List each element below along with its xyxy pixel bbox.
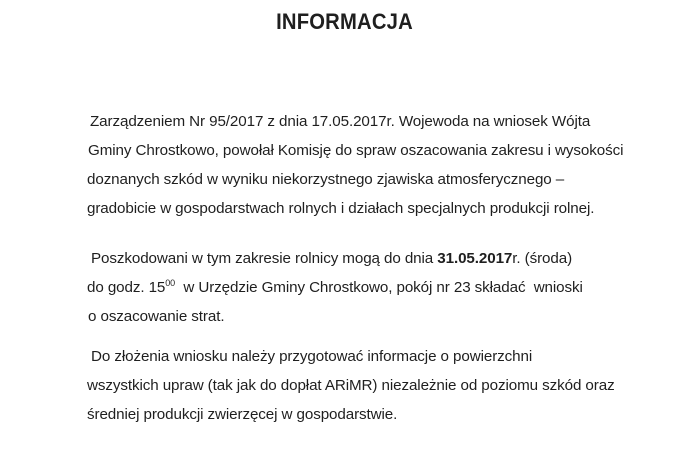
- line-text: w Urzędzie Gminy Chrostkowo, pokój nr 23 składać wnioski: [175, 279, 583, 296]
- paragraph-line: Gminy Chrostkowo, powołał Komisję do spraw oszacowania zakresu i wysokości: [88, 142, 624, 159]
- paragraph-line: gradobicie w gospodarstwach rolnych i działach specjalnych produkcji rolnej.: [87, 200, 595, 217]
- paragraph-line: o oszacowanie strat.: [88, 308, 225, 325]
- time-minutes: 00: [165, 277, 176, 288]
- paragraph-deadline: [87, 244, 583, 331]
- paragraph-line: [87, 273, 583, 302]
- line-text: Poszkodowani w tym zakresie rolnicy mogą do dnia: [91, 250, 438, 267]
- paragraph-line: doznanych szkód w wyniku niekorzystnego zjawiska atmosferycznego –: [87, 171, 565, 188]
- paragraph-line: średniej produkcji zwierzęcej w gospodarstwie.: [87, 406, 398, 423]
- document-title: INFORMACJA: [276, 9, 413, 34]
- line-text: do godz. 15: [87, 279, 166, 296]
- paragraph-line: [91, 244, 583, 273]
- deadline-date: 31.05.2017: [437, 250, 513, 267]
- paragraph-line: wszystkich upraw (tak jak do dopłat ARiMR) niezależnie od poziomu szkód oraz: [87, 377, 615, 394]
- paragraph-line: Do złożenia wniosku należy przygotować informacje o powierzchni: [91, 348, 533, 365]
- paragraph-documents: [87, 342, 615, 429]
- line-text: r. (środa): [512, 250, 573, 267]
- paragraph-commission: [87, 107, 624, 223]
- paragraph-line: Zarządzeniem Nr 95/2017 z dnia 17.05.2017r. Wojewoda na wniosek Wójta: [90, 113, 591, 130]
